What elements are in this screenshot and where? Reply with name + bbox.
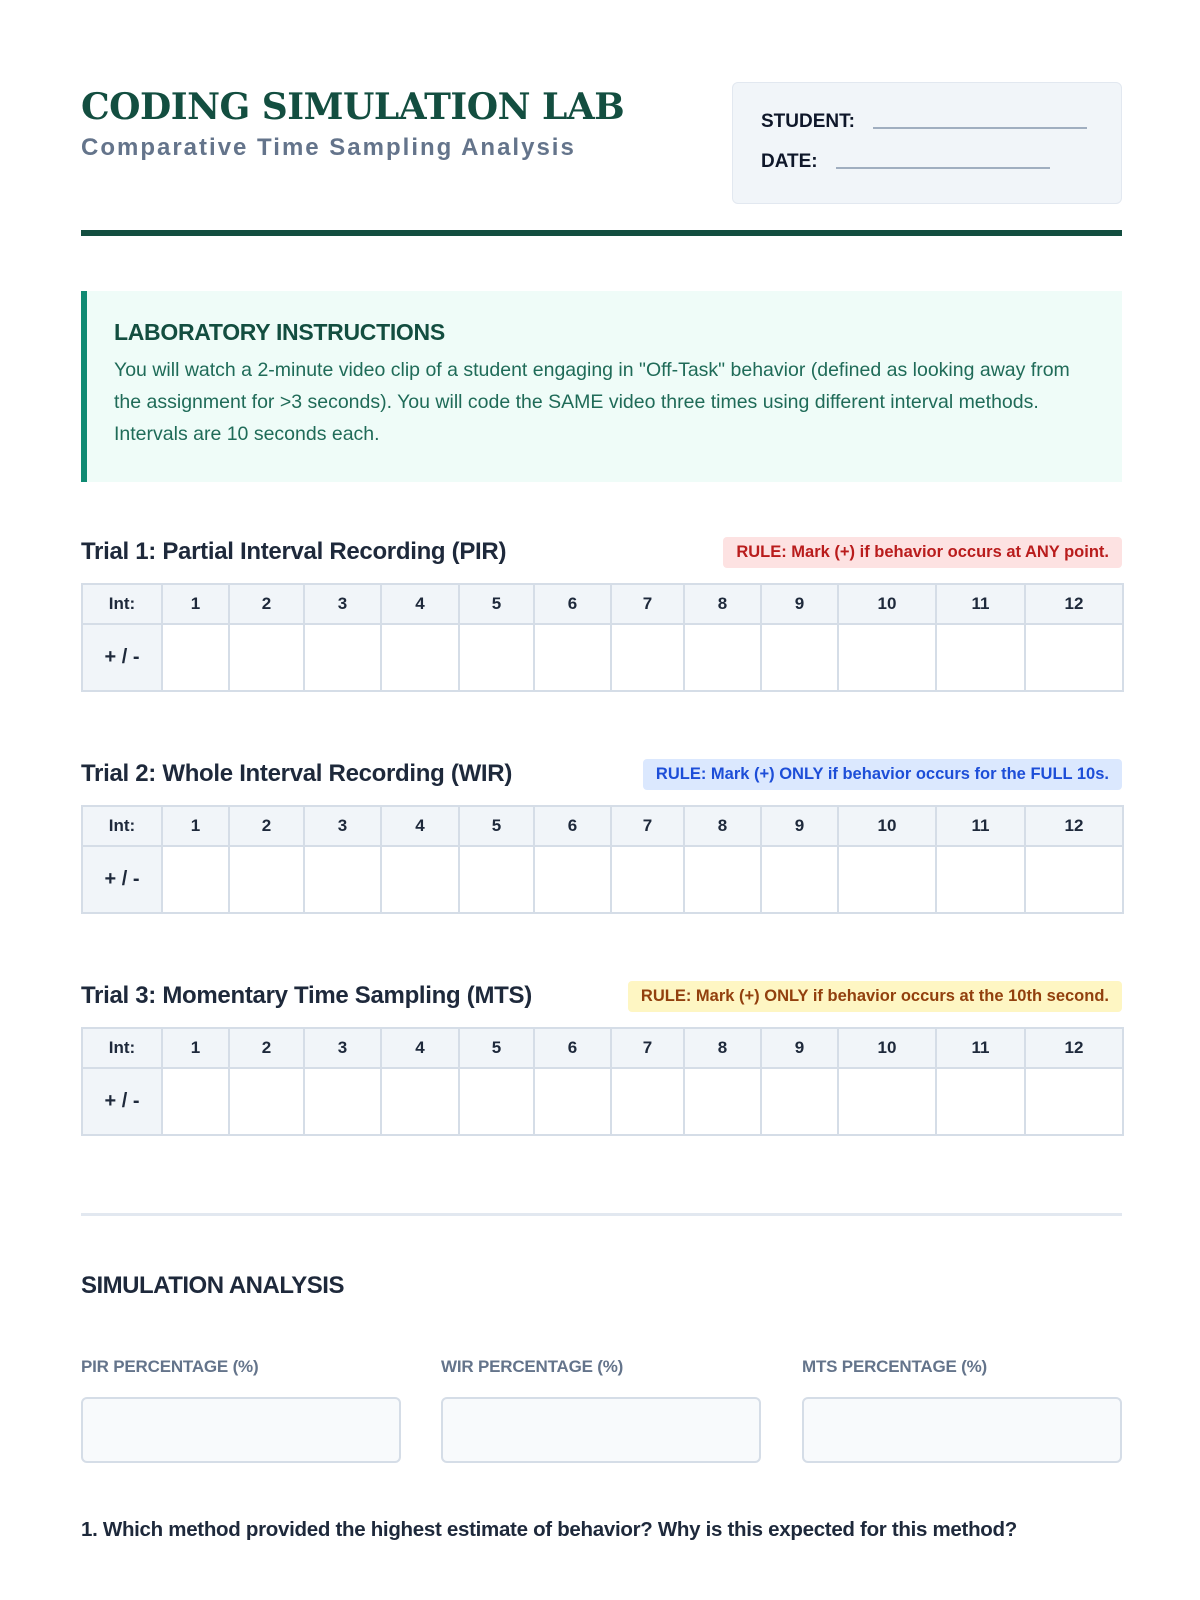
interval-number: 5 — [459, 1028, 534, 1068]
interval-number: 10 — [838, 806, 936, 846]
interval-mark-cell[interactable] — [381, 1068, 459, 1135]
wir-percentage-field — [441, 1357, 761, 1463]
interval-mark-cell[interactable] — [304, 846, 381, 913]
interval-mark-cell[interactable] — [381, 846, 459, 913]
question-1: 1. Which method provided the highest estimate of behavior? Why is this expected for this method? — [81, 1518, 1017, 1541]
interval-number: 1 — [162, 806, 229, 846]
interval-mark-cell[interactable] — [838, 1068, 936, 1135]
header-divider — [81, 230, 1122, 236]
trial-2-section — [81, 758, 1122, 914]
interval-table — [81, 583, 1124, 692]
wir-percentage-input[interactable] — [441, 1397, 761, 1463]
interval-mark-cell[interactable] — [761, 1068, 838, 1135]
mark-row-label: + / - — [82, 1068, 162, 1135]
rule-badge: RULE: Mark (+) if behavior occurs at ANY point. — [723, 537, 1122, 568]
interval-number: 2 — [229, 806, 304, 846]
interval-mark-cell[interactable] — [534, 846, 611, 913]
interval-mark-cell[interactable] — [162, 624, 229, 691]
interval-number: 12 — [1025, 584, 1123, 624]
student-row — [761, 111, 1087, 133]
trial-header — [81, 758, 1122, 790]
interval-table — [81, 805, 1124, 914]
interval-number: 9 — [761, 584, 838, 624]
interval-number: 11 — [936, 806, 1025, 846]
student-label: STUDENT: — [761, 111, 855, 132]
interval-mark-cell[interactable] — [534, 1068, 611, 1135]
interval-table — [81, 1027, 1124, 1136]
interval-number: 11 — [936, 584, 1025, 624]
interval-number: 11 — [936, 1028, 1025, 1068]
interval-number: 5 — [459, 806, 534, 846]
interval-mark-cell[interactable] — [162, 1068, 229, 1135]
interval-number: 1 — [162, 1028, 229, 1068]
instructions-panel — [81, 291, 1122, 482]
mark-row-label: + / - — [82, 624, 162, 691]
mark-row-label: + / - — [82, 846, 162, 913]
section-divider — [81, 1213, 1122, 1216]
interval-header-label: Int: — [82, 1028, 162, 1068]
interval-number: 8 — [684, 584, 761, 624]
interval-number: 2 — [229, 1028, 304, 1068]
interval-mark-cell[interactable] — [459, 846, 534, 913]
interval-mark-cell[interactable] — [381, 624, 459, 691]
date-row — [761, 151, 1050, 173]
interval-mark-cell[interactable] — [684, 624, 761, 691]
interval-number: 6 — [534, 806, 611, 846]
table-row — [82, 1068, 1123, 1135]
interval-number: 5 — [459, 584, 534, 624]
header — [81, 82, 1122, 204]
interval-number: 8 — [684, 1028, 761, 1068]
interval-mark-cell[interactable] — [838, 846, 936, 913]
table-row — [82, 624, 1123, 691]
interval-number: 9 — [761, 806, 838, 846]
pir-percentage-field — [81, 1357, 401, 1463]
interval-number: 6 — [534, 1028, 611, 1068]
mts-percentage-field — [802, 1357, 1122, 1463]
interval-mark-cell[interactable] — [534, 624, 611, 691]
interval-number: 3 — [304, 806, 381, 846]
pir-percentage-label: PIR PERCENTAGE (%) — [81, 1357, 259, 1376]
interval-mark-cell[interactable] — [936, 846, 1025, 913]
instructions-heading: LABORATORY INSTRUCTIONS — [114, 319, 445, 345]
interval-number: 7 — [611, 1028, 684, 1068]
interval-header-label: Int: — [82, 584, 162, 624]
interval-mark-cell[interactable] — [459, 1068, 534, 1135]
trial-3-section — [81, 980, 1122, 1136]
mts-percentage-label: MTS PERCENTAGE (%) — [802, 1357, 987, 1376]
interval-header-label: Int: — [82, 806, 162, 846]
wir-percentage-label: WIR PERCENTAGE (%) — [441, 1357, 624, 1376]
instructions-body: You will watch a 2-minute video clip of a student engaging in "Off-Task" behavior (defined as looking away from the assignment for >3 seconds). You will code the SAME video three times using different interval methods. Intervals are 10 seconds each. — [114, 359, 1070, 445]
student-name-field[interactable] — [873, 127, 1087, 129]
mts-percentage-input[interactable] — [802, 1397, 1122, 1463]
interval-number: 10 — [838, 584, 936, 624]
table-row — [82, 846, 1123, 913]
interval-number: 4 — [381, 1028, 459, 1068]
interval-mark-cell[interactable] — [1025, 1068, 1123, 1135]
interval-mark-cell[interactable] — [611, 624, 684, 691]
interval-number: 2 — [229, 584, 304, 624]
interval-number: 12 — [1025, 1028, 1123, 1068]
interval-mark-cell[interactable] — [684, 1068, 761, 1135]
interval-mark-cell[interactable] — [936, 1068, 1025, 1135]
pir-percentage-input[interactable] — [81, 1397, 401, 1463]
interval-number: 4 — [381, 806, 459, 846]
interval-mark-cell[interactable] — [936, 624, 1025, 691]
interval-number: 9 — [761, 1028, 838, 1068]
interval-number: 6 — [534, 584, 611, 624]
interval-mark-cell[interactable] — [611, 1068, 684, 1135]
interval-mark-cell[interactable] — [229, 1068, 304, 1135]
interval-number: 7 — [611, 806, 684, 846]
date-field[interactable] — [836, 167, 1050, 169]
rule-badge: RULE: Mark (+) ONLY if behavior occurs for the FULL 10s. — [643, 759, 1122, 790]
interval-mark-cell[interactable] — [162, 846, 229, 913]
student-info-box — [732, 82, 1122, 204]
interval-mark-cell[interactable] — [459, 624, 534, 691]
interval-mark-cell[interactable] — [684, 846, 761, 913]
trial-1-section — [81, 536, 1122, 692]
date-label: DATE: — [761, 151, 818, 172]
interval-number: 3 — [304, 1028, 381, 1068]
interval-mark-cell[interactable] — [611, 846, 684, 913]
trial-title: Trial 1: Partial Interval Recording (PIR) — [81, 538, 507, 565]
table-header-row — [82, 1028, 1123, 1068]
interval-number: 3 — [304, 584, 381, 624]
table-header-row — [82, 584, 1123, 624]
interval-mark-cell[interactable] — [1025, 846, 1123, 913]
interval-number: 8 — [684, 806, 761, 846]
interval-mark-cell[interactable] — [838, 624, 936, 691]
page-subtitle: Comparative Time Sampling Analysis — [81, 134, 576, 161]
interval-number: 4 — [381, 584, 459, 624]
interval-mark-cell[interactable] — [761, 624, 838, 691]
interval-mark-cell[interactable] — [761, 846, 838, 913]
interval-number: 7 — [611, 584, 684, 624]
trial-header — [81, 980, 1122, 1012]
table-header-row — [82, 806, 1123, 846]
trial-header — [81, 536, 1122, 568]
interval-number: 10 — [838, 1028, 936, 1068]
analysis-heading: SIMULATION ANALYSIS — [81, 1272, 344, 1299]
interval-mark-cell[interactable] — [229, 846, 304, 913]
interval-mark-cell[interactable] — [1025, 624, 1123, 691]
interval-number: 12 — [1025, 806, 1123, 846]
interval-mark-cell[interactable] — [304, 624, 381, 691]
trial-title: Trial 2: Whole Interval Recording (WIR) — [81, 760, 513, 787]
interval-mark-cell[interactable] — [304, 1068, 381, 1135]
trial-title: Trial 3: Momentary Time Sampling (MTS) — [81, 982, 532, 1009]
interval-mark-cell[interactable] — [229, 624, 304, 691]
page-title: CODING SIMULATION LAB — [81, 86, 625, 128]
rule-badge: RULE: Mark (+) ONLY if behavior occurs at the 10th second. — [628, 981, 1122, 1012]
interval-number: 1 — [162, 584, 229, 624]
